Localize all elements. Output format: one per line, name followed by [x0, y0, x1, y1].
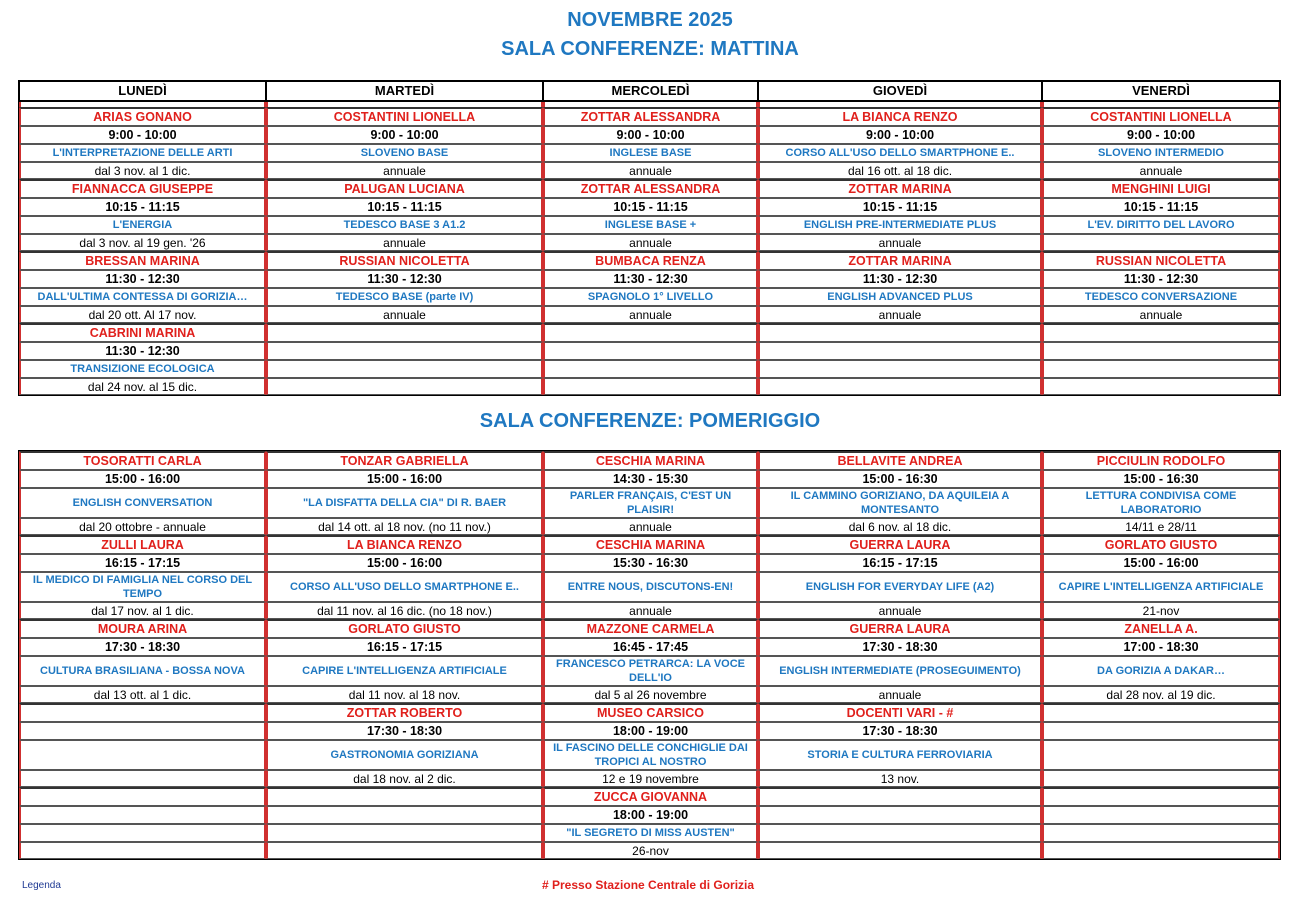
slot-name [543, 323, 758, 342]
slot-course: STORIA E CULTURA FERROVIARIA [758, 740, 1042, 770]
location-note: # Presso Stazione Centrale di Gorizia [542, 878, 755, 892]
slot-time-row [19, 806, 1280, 824]
slot-period [1042, 770, 1280, 787]
slot-course: CORSO ALL'USO DELLO SMARTPHONE E.. [758, 144, 1042, 162]
slot-course: CULTURA BRASILIANA - BOSSA NOVA [19, 656, 266, 686]
morning-schedule-table [18, 80, 1281, 396]
slot-name [19, 703, 266, 722]
slot-time [1042, 722, 1280, 740]
slot-time [1042, 806, 1280, 824]
slot-period: annuale [1042, 306, 1280, 323]
slot-time: 11:30 - 12:30 [266, 270, 543, 288]
slot-name [758, 787, 1042, 806]
slot-name: ZOTTAR ALESSANDRA [543, 179, 758, 198]
slot-time: 15:30 - 16:30 [543, 554, 758, 572]
slot-period: 26-nov [543, 842, 758, 859]
slot-time: 11:30 - 12:30 [543, 270, 758, 288]
slot-name-row [19, 179, 1280, 198]
slot-period: annuale [266, 306, 543, 323]
slot-course [758, 824, 1042, 842]
slot-period [1042, 842, 1280, 859]
slot-period: annuale [758, 306, 1042, 323]
slot-period-row [19, 602, 1280, 619]
slot-name: ZOTTAR ALESSANDRA [543, 107, 758, 126]
slot-course: GASTRONOMIA GORIZIANA [266, 740, 543, 770]
slot-period: dal 17 nov. al 1 dic. [19, 602, 266, 619]
slot-period [758, 378, 1042, 395]
slot-time: 9:00 - 10:00 [19, 126, 266, 144]
slot-name: ZOTTAR MARINA [758, 251, 1042, 270]
slot-period-row [19, 686, 1280, 703]
slot-period-row [19, 378, 1280, 395]
slot-name-row [19, 703, 1280, 722]
slot-time: 11:30 - 12:30 [19, 342, 266, 360]
slot-time [1042, 342, 1280, 360]
slot-course-row [19, 488, 1280, 518]
slot-time: 14:30 - 15:30 [543, 470, 758, 488]
slot-name: MUSEO CARSICO [543, 703, 758, 722]
slot-period: 21-nov [1042, 602, 1280, 619]
slot-period: dal 28 nov. al 19 dic. [1042, 686, 1280, 703]
slot-time-row [19, 470, 1280, 488]
day-header: MARTEDÌ [266, 81, 543, 102]
slot-period [758, 842, 1042, 859]
slot-time: 10:15 - 11:15 [1042, 198, 1280, 216]
slot-course: SLOVENO BASE [266, 144, 543, 162]
slot-course: "IL SEGRETO DI MISS AUSTEN" [543, 824, 758, 842]
slot-course: IL FASCINO DELLE CONCHIGLIE DAI TROPICI AL NOSTRO [543, 740, 758, 770]
slot-period: dal 11 nov. al 18 nov. [266, 686, 543, 703]
slot-course: TEDESCO CONVERSAZIONE [1042, 288, 1280, 306]
slot-name: GUERRA LAURA [758, 619, 1042, 638]
afternoon-slots [19, 451, 1280, 859]
morning-title: SALA CONFERENZE: MATTINA [501, 38, 799, 60]
slot-period: dal 5 al 26 novembre [543, 686, 758, 703]
slot-period [543, 378, 758, 395]
slot-time-row [19, 554, 1280, 572]
slot-name [1042, 323, 1280, 342]
slot-period: annuale [1042, 162, 1280, 179]
slot-period: 13 nov. [758, 770, 1042, 787]
slot-time: 16:45 - 17:45 [543, 638, 758, 656]
slot-time: 10:15 - 11:15 [543, 198, 758, 216]
slot-course [19, 824, 266, 842]
slot-period: dal 14 ott. al 18 nov. (no 11 nov.) [266, 518, 543, 535]
slot-name: COSTANTINI LIONELLA [1042, 107, 1280, 126]
slot-period-row [19, 842, 1280, 859]
slot-period: annuale [266, 162, 543, 179]
day-header: VENERDÌ [1042, 81, 1280, 102]
slot-time: 11:30 - 12:30 [1042, 270, 1280, 288]
slot-time: 9:00 - 10:00 [543, 126, 758, 144]
slot-period: dal 3 nov. al 1 dic. [19, 162, 266, 179]
slot-time: 17:00 - 18:30 [1042, 638, 1280, 656]
slot-name: CESCHIA MARINA [543, 535, 758, 554]
afternoon-schedule-table [18, 450, 1281, 860]
slot-course [1042, 824, 1280, 842]
slot-course [758, 360, 1042, 378]
slot-name: BUMBACA RENZA [543, 251, 758, 270]
slot-course: INGLESE BASE + [543, 216, 758, 234]
slot-period: dal 3 nov. al 19 gen. '26 [19, 234, 266, 251]
slot-period [266, 842, 543, 859]
slot-name: COSTANTINI LIONELLA [266, 107, 543, 126]
slot-name-row [19, 451, 1280, 470]
slot-time [758, 806, 1042, 824]
slot-time: 17:30 - 18:30 [758, 638, 1042, 656]
slot-time-row [19, 638, 1280, 656]
slot-time: 15:00 - 16:00 [1042, 554, 1280, 572]
slot-period: dal 20 ott. Al 17 nov. [19, 306, 266, 323]
slot-time: 17:30 - 18:30 [266, 722, 543, 740]
slot-course-row [19, 288, 1280, 306]
slot-time [19, 806, 266, 824]
slot-course [266, 360, 543, 378]
slot-course-row [19, 740, 1280, 770]
slot-time: 17:30 - 18:30 [758, 722, 1042, 740]
slot-name: LA BIANCA RENZO [266, 535, 543, 554]
slot-time: 15:00 - 16:00 [266, 554, 543, 572]
slot-period: annuale [543, 306, 758, 323]
slot-name: DOCENTI VARI - # [758, 703, 1042, 722]
slot-time: 16:15 - 17:15 [758, 554, 1042, 572]
slot-name-row [19, 323, 1280, 342]
slot-course: TEDESCO BASE (parte IV) [266, 288, 543, 306]
slot-course: CAPIRE L'INTELLIGENZA ARTIFICIALE [266, 656, 543, 686]
slot-time: 15:00 - 16:30 [758, 470, 1042, 488]
slot-period: 14/11 e 28/11 [1042, 518, 1280, 535]
slot-time [543, 342, 758, 360]
slot-time: 15:00 - 16:00 [266, 470, 543, 488]
slot-course: LETTURA CONDIVISA COME LABORATORIO [1042, 488, 1280, 518]
slot-course: DA GORIZIA A DAKAR… [1042, 656, 1280, 686]
slot-time [758, 342, 1042, 360]
slot-course: PARLER FRANÇAIS, C'EST UN PLAISIR! [543, 488, 758, 518]
slot-course: ENTRE NOUS, DISCUTONS-EN! [543, 572, 758, 602]
slot-time-row [19, 270, 1280, 288]
slot-course [543, 360, 758, 378]
slot-name: RUSSIAN NICOLETTA [266, 251, 543, 270]
slot-course-row [19, 216, 1280, 234]
slot-period: dal 18 nov. al 2 dic. [266, 770, 543, 787]
slot-period [1042, 234, 1280, 251]
slot-name: ZOTTAR MARINA [758, 179, 1042, 198]
slot-name: MOURA ARINA [19, 619, 266, 638]
slot-course [1042, 740, 1280, 770]
slot-name: ZULLI LAURA [19, 535, 266, 554]
slot-time: 15:00 - 16:30 [1042, 470, 1280, 488]
slot-period-row [19, 234, 1280, 251]
slot-course: SPAGNOLO 1° LIVELLO [543, 288, 758, 306]
slot-name: PICCIULIN RODOLFO [1042, 451, 1280, 470]
slot-name [19, 787, 266, 806]
slot-time: 9:00 - 10:00 [266, 126, 543, 144]
slot-name-row [19, 787, 1280, 806]
slot-name: ZUCCA GIOVANNA [543, 787, 758, 806]
slot-period: dal 16 ott. al 18 dic. [758, 162, 1042, 179]
slot-period: annuale [758, 686, 1042, 703]
slot-name [1042, 787, 1280, 806]
slot-name: ZANELLA A. [1042, 619, 1280, 638]
slot-name: BELLAVITE ANDREA [758, 451, 1042, 470]
slot-name: MENGHINI LUIGI [1042, 179, 1280, 198]
slot-period: annuale [758, 234, 1042, 251]
slot-name-row [19, 619, 1280, 638]
slot-course-row [19, 656, 1280, 686]
slot-time: 18:00 - 19:00 [543, 806, 758, 824]
slot-course: L'INTERPRETAZIONE DELLE ARTI [19, 144, 266, 162]
slot-course-row [19, 360, 1280, 378]
slot-period: annuale [543, 162, 758, 179]
slot-period: dal 13 ott. al 1 dic. [19, 686, 266, 703]
slot-period-row [19, 518, 1280, 535]
slot-name-row [19, 251, 1280, 270]
slot-time-row [19, 722, 1280, 740]
slot-name [758, 323, 1042, 342]
slot-course-row [19, 572, 1280, 602]
afternoon-title: SALA CONFERENZE: POMERIGGIO [479, 410, 821, 432]
slot-time: 10:15 - 11:15 [19, 198, 266, 216]
slot-period: annuale [543, 518, 758, 535]
slot-period [1042, 378, 1280, 395]
slot-time-row [19, 342, 1280, 360]
slot-name: GUERRA LAURA [758, 535, 1042, 554]
slot-name: TOSORATTI CARLA [19, 451, 266, 470]
slot-name-row [19, 107, 1280, 126]
slot-course: CAPIRE L'INTELLIGENZA ARTIFICIALE [1042, 572, 1280, 602]
slot-course: ENGLISH ADVANCED PLUS [758, 288, 1042, 306]
slot-period: dal 24 nov. al 15 dic. [19, 378, 266, 395]
slot-course: DALL'ULTIMA CONTESSA DI GORIZIA… [19, 288, 266, 306]
slot-time: 18:00 - 19:00 [543, 722, 758, 740]
slot-name [1042, 703, 1280, 722]
slot-name: GORLATO GIUSTO [266, 619, 543, 638]
slot-time [19, 722, 266, 740]
slot-period-row [19, 162, 1280, 179]
slot-name-row [19, 535, 1280, 554]
morning-slots [19, 107, 1280, 395]
slot-course: L'EV. DIRITTO DEL LAVORO [1042, 216, 1280, 234]
slot-course: IL MEDICO DI FAMIGLIA NEL CORSO DEL TEMPO [19, 572, 266, 602]
slot-time: 11:30 - 12:30 [758, 270, 1042, 288]
slot-course: FRANCESCO PETRARCA: LA VOCE DELL'IO [543, 656, 758, 686]
slot-period: dal 20 ottobre - annuale [19, 518, 266, 535]
slot-course: INGLESE BASE [543, 144, 758, 162]
slot-course: L'ENERGIA [19, 216, 266, 234]
slot-course: ENGLISH INTERMEDIATE (PROSEGUIMENTO) [758, 656, 1042, 686]
slot-name: CESCHIA MARINA [543, 451, 758, 470]
slot-time: 10:15 - 11:15 [758, 198, 1042, 216]
slot-course-row [19, 144, 1280, 162]
slot-period: dal 6 nov. al 18 dic. [758, 518, 1042, 535]
legend-label: Legenda [22, 880, 61, 891]
slot-course: ENGLISH CONVERSATION [19, 488, 266, 518]
slot-name [266, 787, 543, 806]
slot-period-row [19, 306, 1280, 323]
slot-time: 15:00 - 16:00 [19, 470, 266, 488]
slot-period: annuale [543, 234, 758, 251]
slot-course: TEDESCO BASE 3 A1.2 [266, 216, 543, 234]
day-header: MERCOLEDÌ [543, 81, 758, 102]
slot-name: ARIAS GONANO [19, 107, 266, 126]
slot-time: 17:30 - 18:30 [19, 638, 266, 656]
slot-course: CORSO ALL'USO DELLO SMARTPHONE E.. [266, 572, 543, 602]
slot-name: BRESSAN MARINA [19, 251, 266, 270]
slot-name: ZOTTAR ROBERTO [266, 703, 543, 722]
slot-course: SLOVENO INTERMEDIO [1042, 144, 1280, 162]
slot-name: PALUGAN LUCIANA [266, 179, 543, 198]
day-header: GIOVEDÌ [758, 81, 1042, 102]
slot-period [266, 378, 543, 395]
slot-course: "LA DISFATTA DELLA CIA" DI R. BAER [266, 488, 543, 518]
slot-period: annuale [266, 234, 543, 251]
slot-time: 11:30 - 12:30 [19, 270, 266, 288]
slot-time-row [19, 198, 1280, 216]
slot-name: LA BIANCA RENZO [758, 107, 1042, 126]
slot-time: 10:15 - 11:15 [266, 198, 543, 216]
slot-period: 12 e 19 novembre [543, 770, 758, 787]
slot-period: dal 11 nov. al 16 dic. (no 18 nov.) [266, 602, 543, 619]
slot-name: MAZZONE CARMELA [543, 619, 758, 638]
slot-period: annuale [543, 602, 758, 619]
slot-course: IL CAMMINO GORIZIANO, DA AQUILEIA A MONTESANTO [758, 488, 1042, 518]
slot-name: GORLATO GIUSTO [1042, 535, 1280, 554]
slot-name: RUSSIAN NICOLETTA [1042, 251, 1280, 270]
slot-course: TRANSIZIONE ECOLOGICA [19, 360, 266, 378]
slot-period-row [19, 770, 1280, 787]
day-header: LUNEDÌ [19, 81, 266, 102]
slot-course: ENGLISH PRE-INTERMEDIATE PLUS [758, 216, 1042, 234]
slot-time-row [19, 126, 1280, 144]
slot-time [266, 806, 543, 824]
slot-time: 16:15 - 17:15 [19, 554, 266, 572]
slot-course [266, 824, 543, 842]
slot-course [19, 740, 266, 770]
slot-name: TONZAR GABRIELLA [266, 451, 543, 470]
month-title: NOVEMBRE 2025 [567, 9, 733, 31]
slot-course [1042, 360, 1280, 378]
slot-time [266, 342, 543, 360]
slot-course-row [19, 824, 1280, 842]
slot-name: FIANNACCA GIUSEPPE [19, 179, 266, 198]
slot-period [19, 770, 266, 787]
slot-course: ENGLISH FOR EVERYDAY LIFE (A2) [758, 572, 1042, 602]
slot-time: 9:00 - 10:00 [758, 126, 1042, 144]
slot-time: 16:15 - 17:15 [266, 638, 543, 656]
slot-period [19, 842, 266, 859]
slot-time: 9:00 - 10:00 [1042, 126, 1280, 144]
slot-name: CABRINI MARINA [19, 323, 266, 342]
slot-period: annuale [758, 602, 1042, 619]
slot-name [266, 323, 543, 342]
